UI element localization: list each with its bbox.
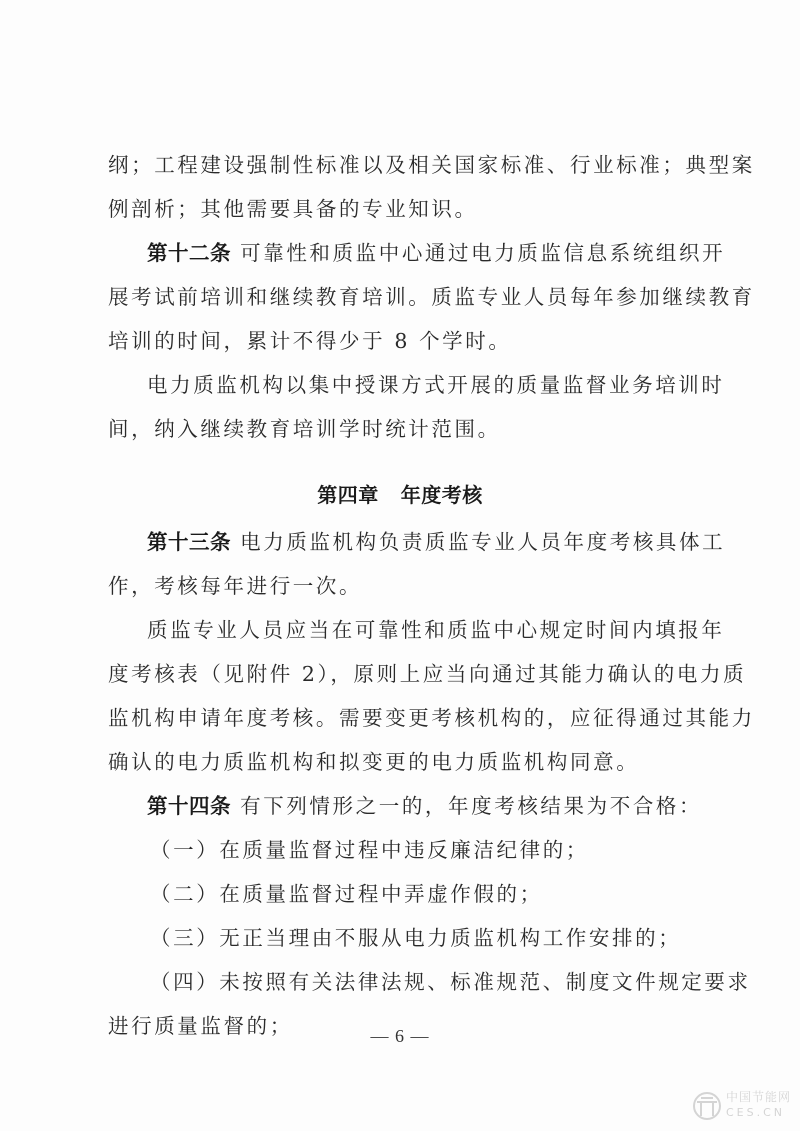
paragraph-line: 质监专业人员应当在可靠性和质监中心规定时间内填报年	[147, 618, 725, 642]
article-text: 可靠性和质监中心通过电力质监信息系统组织开	[231, 241, 726, 265]
paragraph-line: 度考核表（见附件 2），原则上应当向通过其能力确认的电力质	[108, 662, 747, 686]
paragraph-line: 间，纳入继续教育培训学时统计范围。	[108, 417, 501, 441]
paragraph-line: 进行质量监督的；	[108, 1014, 293, 1038]
paragraph-line: 展考试前培训和继续教育培训。质监专业人员每年参加继续教育	[108, 285, 755, 309]
list-item: （一）在质量监督过程中违反廉洁纪律的；	[150, 838, 589, 862]
page-number: — 6 —	[370, 1026, 430, 1046]
article-text: 有下列情形之一的，年度考核结果为不合格：	[231, 794, 703, 818]
ces-logo-icon	[692, 1090, 722, 1122]
paragraph-line: 监机构申请年度考核。需要变更考核机构的，应征得通过其能力	[108, 706, 755, 730]
article-label: 第十四条	[147, 794, 231, 818]
list-item: （四）未按照有关法律法规、标准规范、制度文件规定要求	[150, 970, 751, 994]
watermark-en: CES.CN	[726, 1106, 786, 1119]
article-label: 第十二条	[147, 241, 231, 265]
chapter-title: 年度考核	[400, 483, 483, 507]
paragraph-line: 作，考核每年进行一次。	[108, 574, 363, 598]
paragraph-line: 电力质监机构以集中授课方式开展的质量监督业务培训时	[147, 373, 725, 397]
article-12-line	[147, 238, 737, 268]
chapter-number: 第四章	[317, 483, 379, 507]
article-14-line	[147, 791, 737, 821]
chapter-heading	[0, 480, 800, 510]
watermark-cn: 中国节能网	[726, 1090, 792, 1104]
watermark	[692, 1086, 800, 1126]
article-label: 第十三条	[147, 530, 231, 554]
paragraph-line: 例剖析；其他需要具备的专业知识。	[108, 197, 478, 221]
list-item: （二）在质量监督过程中弄虚作假的；	[150, 882, 543, 906]
article-13-line	[147, 527, 737, 557]
article-text: 电力质监机构负责质监专业人员年度考核具体工	[231, 530, 726, 554]
paragraph-line: 培训的时间，累计不得少于 8 个学时。	[108, 329, 512, 353]
paragraph-line: 确认的电力质监机构和拟变更的电力质监机构同意。	[108, 750, 640, 774]
list-item: （三）无正当理由不服从电力质监机构工作安排的；	[150, 926, 682, 950]
paragraph-line: 纲；工程建设强制性标准以及相关国家标准、行业标准；典型案	[108, 153, 755, 177]
